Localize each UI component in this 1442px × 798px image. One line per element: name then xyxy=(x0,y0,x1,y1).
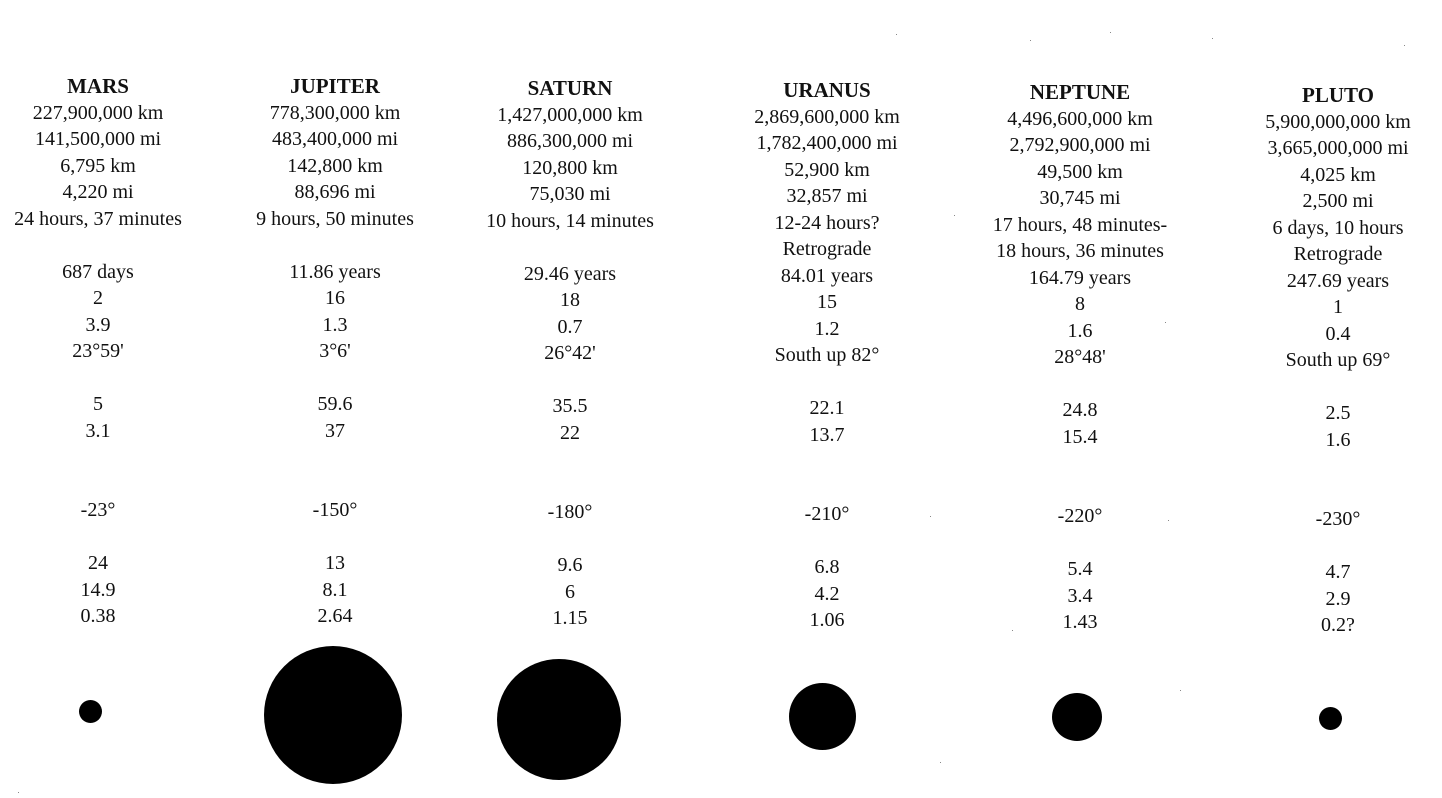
escape-velocity-km: 6.8 xyxy=(814,556,840,578)
gravity: 0.38 xyxy=(80,605,116,627)
density: 3.9 xyxy=(85,313,111,336)
orbital-velocity-mi: 37 xyxy=(325,419,345,442)
orbital-period: 164.79 years xyxy=(1028,266,1132,289)
spacer xyxy=(1238,533,1438,560)
scan-speck xyxy=(1168,520,1169,521)
planet-disc-jupiter xyxy=(264,646,402,784)
escape-velocity-km: 5.4 xyxy=(1067,558,1093,580)
scan-speck xyxy=(954,215,955,216)
spacer xyxy=(730,448,924,475)
planet-column-jupiter xyxy=(234,73,436,630)
planet-name: PLUTO xyxy=(1302,83,1374,107)
spacer xyxy=(234,365,436,392)
diameter-mi: 88,696 mi xyxy=(294,181,376,203)
scan-speck xyxy=(930,516,931,517)
distance-mi: 3,665,000,000 mi xyxy=(1267,137,1409,159)
scan-speck xyxy=(1110,32,1111,33)
spacer xyxy=(0,365,196,392)
diameter-km: 49,500 km xyxy=(1037,160,1123,183)
distance-km: 5,900,000,000 km xyxy=(1265,110,1411,133)
scan-speck xyxy=(1165,322,1166,323)
spacer xyxy=(974,371,1186,398)
spacer xyxy=(974,450,1186,477)
orbital-period: 29.46 years xyxy=(523,262,617,285)
density: 1.3 xyxy=(322,313,348,336)
distance-mi: 483,400,000 mi xyxy=(271,128,399,150)
escape-velocity-mi: 8.1 xyxy=(322,578,348,601)
moons-count: 15 xyxy=(817,291,837,313)
axial-tilt: 26°42' xyxy=(544,342,596,364)
orbital-period: 687 days xyxy=(62,260,134,283)
scan-speck xyxy=(18,792,19,793)
spacer xyxy=(1238,480,1438,507)
temperature: -220° xyxy=(1057,505,1103,527)
orbital-velocity-km: 5 xyxy=(93,393,103,415)
orbital-velocity-mi: 15.4 xyxy=(1062,425,1098,448)
planet-name: SATURN xyxy=(527,76,613,100)
spacer xyxy=(468,367,672,394)
spacer xyxy=(730,528,924,555)
escape-velocity-mi: 3.4 xyxy=(1067,584,1093,607)
rotation-period: 12-24 hours? xyxy=(774,211,880,234)
rotation-note: Retrograde xyxy=(782,238,872,260)
spacer xyxy=(974,530,1186,557)
escape-velocity-mi: 2.9 xyxy=(1325,587,1351,610)
moons-count: 16 xyxy=(325,287,345,309)
spacer xyxy=(730,475,924,502)
temperature: -230° xyxy=(1315,508,1361,530)
scan-speck xyxy=(1212,38,1213,39)
orbital-velocity-mi: 1.6 xyxy=(1325,428,1351,451)
orbital-velocity-km: 22.1 xyxy=(809,397,845,419)
moons-count: 18 xyxy=(560,289,580,311)
diameter-mi: 2,500 mi xyxy=(1302,190,1374,212)
rotation-note: 18 hours, 36 minutes xyxy=(996,240,1164,262)
orbital-velocity-mi: 13.7 xyxy=(809,423,845,446)
orbital-velocity-km: 2.5 xyxy=(1325,402,1351,424)
gravity: 0.2? xyxy=(1321,614,1355,636)
temperature: -150° xyxy=(312,499,358,521)
escape-velocity-mi: 4.2 xyxy=(814,582,840,605)
gravity: 1.15 xyxy=(552,607,588,629)
spacer xyxy=(0,524,196,551)
gravity: 2.64 xyxy=(317,605,353,627)
distance-km: 778,300,000 km xyxy=(269,101,401,124)
gravity: 1.43 xyxy=(1062,611,1098,633)
escape-velocity-km: 4.7 xyxy=(1325,561,1351,583)
rotation-period: 24 hours, 37 minutes xyxy=(14,207,182,230)
axial-tilt: 3°6' xyxy=(319,340,351,362)
spacer xyxy=(234,471,436,498)
orbital-period: 84.01 years xyxy=(780,264,874,287)
spacer xyxy=(1238,453,1438,480)
planet-disc-uranus xyxy=(789,683,856,750)
density: 0.7 xyxy=(557,315,583,338)
orbital-period: 11.86 years xyxy=(289,260,381,283)
spacer xyxy=(234,524,436,551)
planet-column-uranus xyxy=(730,77,924,634)
distance-mi: 1,782,400,000 mi xyxy=(756,132,898,154)
planet-column-neptune xyxy=(974,79,1186,636)
distance-mi: 141,500,000 mi xyxy=(34,128,162,150)
rotation-period: 6 days, 10 hours xyxy=(1272,216,1404,239)
density: 0.4 xyxy=(1325,322,1351,345)
spacer xyxy=(234,444,436,471)
rotation-period: 17 hours, 48 minutes- xyxy=(992,213,1168,236)
planet-column-mars xyxy=(0,73,196,630)
rotation-period: 10 hours, 14 minutes xyxy=(486,209,654,232)
rotation-note xyxy=(0,232,196,259)
orbital-velocity-mi: 3.1 xyxy=(85,419,111,442)
spacer xyxy=(468,446,672,473)
planet-name: MARS xyxy=(67,74,129,98)
orbital-velocity-km: 35.5 xyxy=(552,395,588,417)
planet-name: URANUS xyxy=(783,78,871,102)
rotation-note xyxy=(234,232,436,259)
diameter-mi: 30,745 mi xyxy=(1039,187,1121,209)
moons-count: 1 xyxy=(1333,296,1343,318)
axial-tilt: 23°59' xyxy=(72,340,124,362)
axial-tilt: South up 82° xyxy=(774,344,880,366)
escape-velocity-km: 9.6 xyxy=(557,554,583,576)
moons-count: 2 xyxy=(93,287,103,309)
rotation-note xyxy=(468,234,672,261)
spacer xyxy=(974,477,1186,504)
scan-speck xyxy=(940,762,941,763)
spacer xyxy=(468,473,672,500)
distance-km: 227,900,000 km xyxy=(32,101,164,124)
axial-tilt: 28°48' xyxy=(1054,346,1106,368)
planet-disc-neptune xyxy=(1052,693,1102,741)
distance-mi: 2,792,900,000 mi xyxy=(1009,134,1151,156)
scan-speck xyxy=(896,34,897,35)
diameter-mi: 75,030 mi xyxy=(529,183,611,205)
spacer xyxy=(1238,374,1438,401)
planet-name: JUPITER xyxy=(290,74,380,98)
planet-disc-pluto xyxy=(1319,707,1342,730)
spacer xyxy=(468,526,672,553)
density: 1.6 xyxy=(1067,319,1093,342)
diameter-mi: 32,857 mi xyxy=(786,185,868,207)
planet-disc-mars xyxy=(79,700,102,723)
escape-velocity-km: 24 xyxy=(88,552,108,574)
scan-speck xyxy=(1030,40,1031,41)
temperature: -23° xyxy=(80,499,116,521)
density: 1.2 xyxy=(814,317,840,340)
diameter-mi: 4,220 mi xyxy=(62,181,134,203)
orbital-velocity-km: 24.8 xyxy=(1062,399,1098,421)
axial-tilt: South up 69° xyxy=(1285,349,1391,371)
planet-column-saturn xyxy=(468,75,672,632)
distance-km: 1,427,000,000 km xyxy=(497,103,643,126)
spacer xyxy=(730,369,924,396)
planet-name: NEPTUNE xyxy=(1029,80,1131,104)
temperature: -180° xyxy=(547,501,593,523)
escape-velocity-mi: 6 xyxy=(565,580,575,603)
diameter-km: 52,900 km xyxy=(784,158,870,181)
planet-disc-saturn xyxy=(497,659,621,780)
moons-count: 8 xyxy=(1075,293,1085,315)
temperature: -210° xyxy=(804,503,850,525)
scan-speck xyxy=(1404,45,1405,46)
diameter-km: 6,795 km xyxy=(60,154,136,177)
orbital-velocity-mi: 22 xyxy=(560,421,580,444)
distance-km: 2,869,600,000 km xyxy=(754,105,900,128)
scan-speck xyxy=(1012,630,1013,631)
spacer xyxy=(0,444,196,471)
distance-mi: 886,300,000 mi xyxy=(506,130,634,152)
diameter-km: 142,800 km xyxy=(287,154,383,177)
escape-velocity-km: 13 xyxy=(325,552,345,574)
distance-km: 4,496,600,000 km xyxy=(1007,107,1153,130)
rotation-note: Retrograde xyxy=(1293,243,1383,265)
diameter-km: 120,800 km xyxy=(522,156,618,179)
rotation-period: 9 hours, 50 minutes xyxy=(256,207,414,230)
planet-column-pluto xyxy=(1238,82,1438,639)
orbital-velocity-km: 59.6 xyxy=(317,393,353,415)
spacer xyxy=(0,471,196,498)
orbital-period: 247.69 years xyxy=(1286,269,1390,292)
diameter-km: 4,025 km xyxy=(1300,163,1376,186)
escape-velocity-mi: 14.9 xyxy=(80,578,116,601)
gravity: 1.06 xyxy=(809,609,845,631)
scan-speck xyxy=(1180,690,1181,691)
